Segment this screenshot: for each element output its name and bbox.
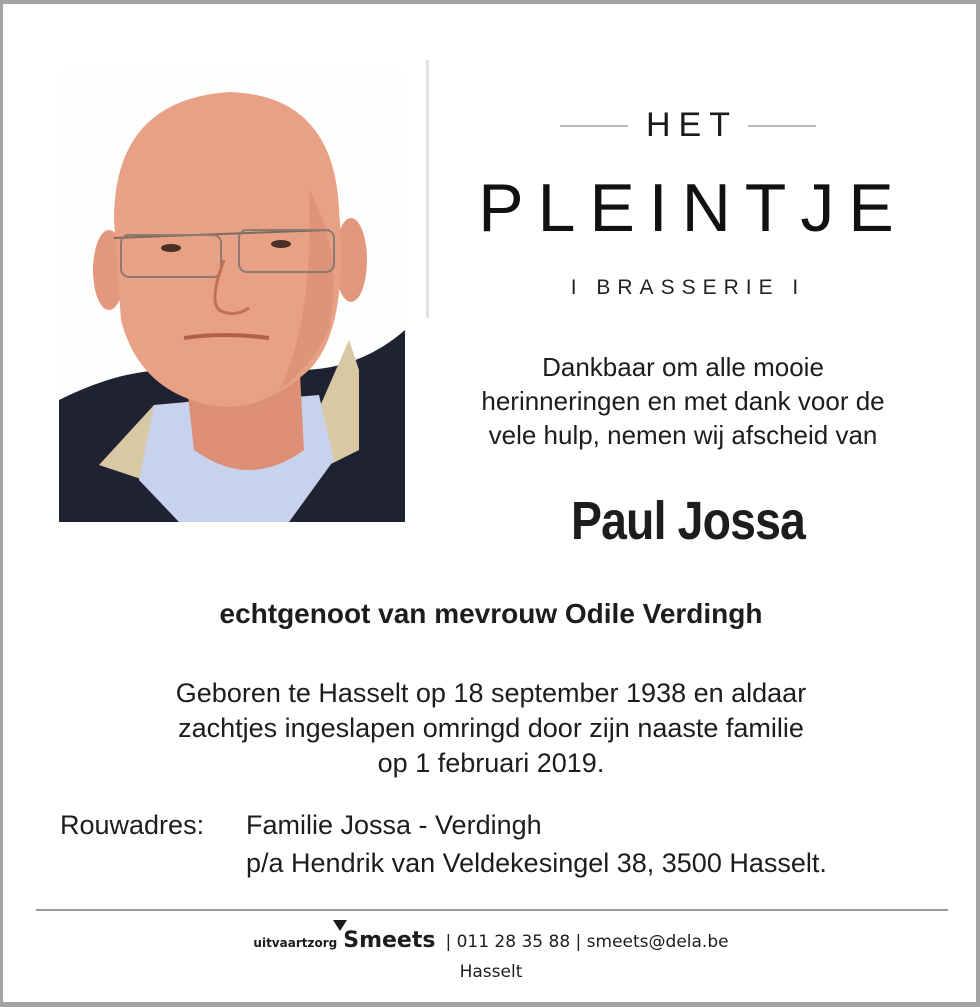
birth-line: zachtjes ingeslapen omringd door zijn naaste familie	[178, 713, 804, 743]
birth-line: op 1 februari 2019.	[377, 748, 605, 778]
footer-divider	[36, 909, 948, 911]
brasserie-logo	[433, 104, 943, 304]
logo-rule-right	[748, 125, 816, 127]
intro-line: vele hulp, nemen wij afscheid van	[488, 420, 878, 450]
intro-line: Dankbaar om alle mooie	[542, 352, 824, 382]
funeral-home-name-text: Smeets	[343, 928, 436, 953]
logo-top-text: HET	[646, 106, 738, 144]
funeral-home-contact: | 011 28 35 88 | smeets@dela.be	[445, 932, 729, 952]
address-line-1: Familie Jossa - Verdingh	[246, 810, 542, 840]
birth-death-text	[3, 676, 979, 781]
spouse-line: echtgenoot van mevrouw Odile Verdingh	[219, 598, 763, 629]
address-indent	[60, 844, 246, 882]
triangle-icon	[333, 920, 347, 931]
portrait-photo	[59, 70, 405, 522]
obituary-card	[3, 4, 976, 1002]
logo-rule-left	[560, 125, 628, 127]
funeral-home-info	[3, 928, 979, 953]
intro-line: herinneringen en met dank voor de	[481, 386, 885, 416]
birth-line: Geboren te Hasselt op 18 september 1938 en aldaar	[175, 678, 807, 708]
funeral-home-prefix: uitvaartzorg	[253, 936, 338, 950]
funeral-home-city: Hasselt	[459, 962, 523, 982]
intro-text	[423, 350, 943, 452]
logo-main-text: PLEINTJE	[478, 170, 908, 246]
portrait-image	[59, 70, 405, 522]
vertical-divider	[426, 60, 429, 318]
address-label: Rouwadres:	[60, 810, 205, 840]
funeral-home-name	[343, 928, 435, 953]
deceased-name: Paul Jossa	[570, 491, 806, 551]
address-line-2: p/a Hendrik van Veldekesingel 38, 3500 Hasselt.	[246, 848, 827, 878]
logo-sub-text: I BRASSERIE I	[570, 276, 806, 299]
logo-het	[433, 106, 943, 145]
mourning-address	[60, 806, 827, 882]
